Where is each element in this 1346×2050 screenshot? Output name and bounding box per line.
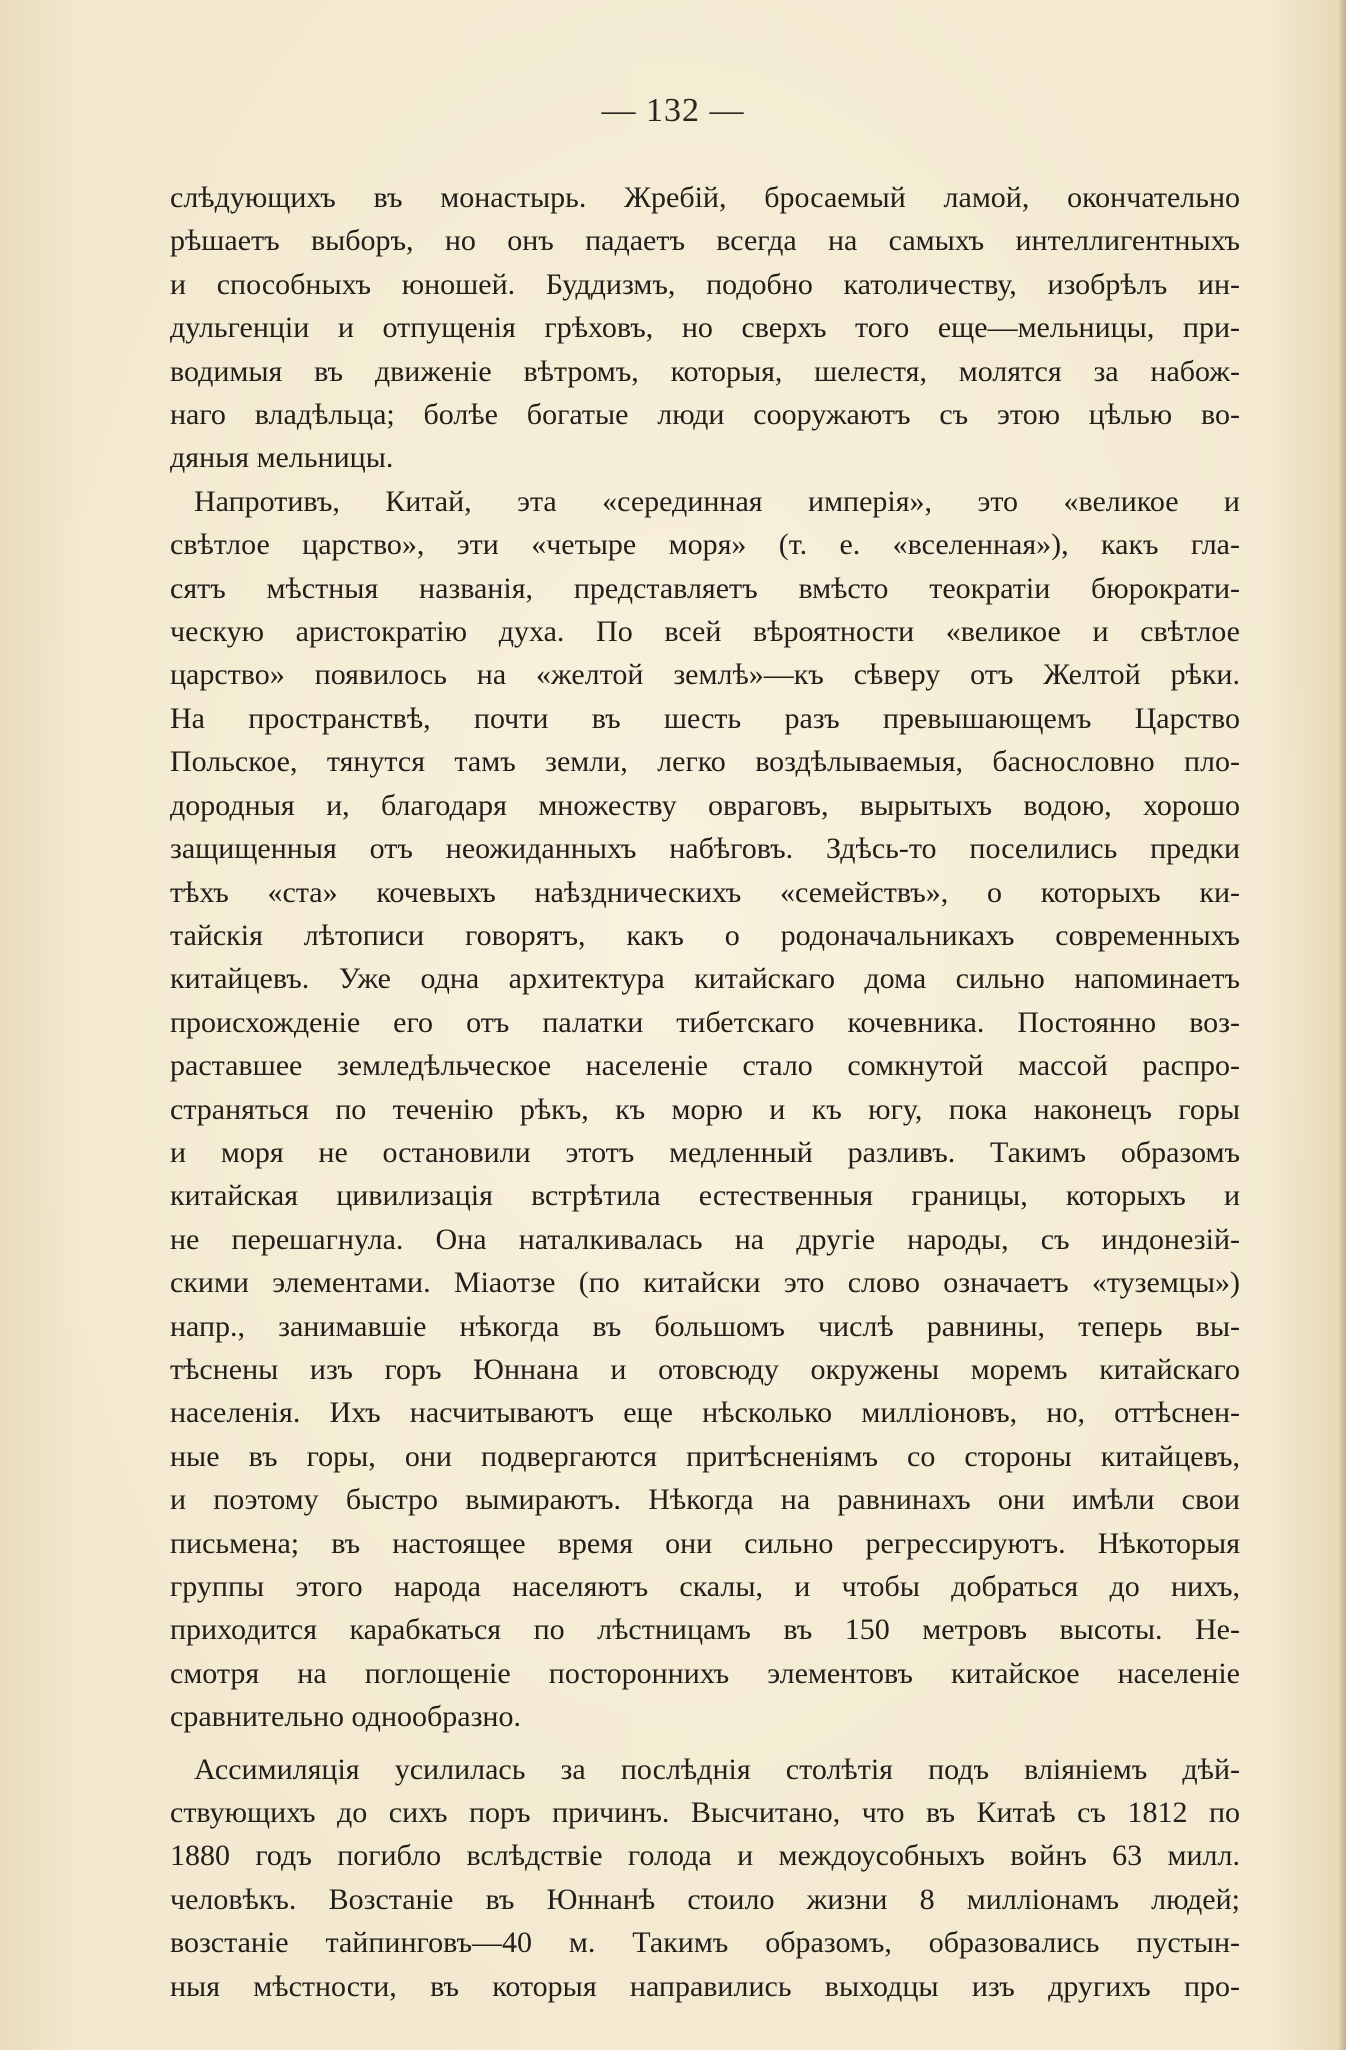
text-line: ные въ горы, они подвергаются притѣсненіямъ со стороны китайцевъ, (170, 1439, 1240, 1473)
text-line: слѣдующихъ въ монастырь. Жребій, бросаемый ламой, окончательно (170, 181, 1240, 214)
text-line: тайскія лѣтописи говорятъ, какъ о родоначальникахъ современныхъ (170, 918, 1240, 952)
text-line: сравнительно однообразно. (170, 1700, 521, 1734)
text-line: приходится карабкаться по лѣстницамъ въ 150 метровъ высоты. Не- (170, 1613, 1240, 1647)
text-line: и способныхъ юношей. Буддизмъ, подобно католичеству, изобрѣлъ ин- (170, 267, 1240, 301)
text-line: ствующихъ до сихъ поръ причинъ. Высчитано, что въ Китаѣ съ 1812 по (170, 1796, 1240, 1830)
text-line: населенія. Ихъ насчитываютъ еще нѣсколько милліоновъ, но, оттѣснен- (170, 1396, 1240, 1430)
text-line: водимыя въ движеніе вѣтромъ, которыя, шелестя, молятся за набож- (170, 354, 1240, 388)
body-text (170, 176, 1240, 2008)
text-line: рѣшаетъ выборъ, но онъ падаетъ всегда на самыхъ интеллигентныхъ (170, 224, 1240, 258)
text-line: Польское, тянутся тамъ земли, легко воздѣлываемыя, баснословно пло- (170, 745, 1240, 779)
page-edge-shadow (1338, 0, 1346, 2050)
text-line: дородныя и, благодаря множеству овраговъ, вырытыхъ водою, хорошо (170, 788, 1240, 822)
text-line: страняться по теченію рѣкъ, къ морю и къ югу, пока наконецъ горы (170, 1092, 1240, 1126)
text-line: происхожденіе его отъ палатки тибетскаго кочевника. Постоянно воз- (170, 1005, 1240, 1039)
text-line: защищенныя отъ неожиданныхъ набѣговъ. Здѣсь-то поселились предки (170, 832, 1240, 866)
text-line: наго владѣльца; болѣе богатые люди сооружаютъ съ этою цѣлью во- (170, 398, 1240, 432)
text-line: скими элементами. Міаотзе (по китайски это слово означаетъ «туземцы») (170, 1266, 1240, 1300)
text-line: не перешагнула. Она наталкивалась на другіе народы, съ индонезій- (170, 1222, 1240, 1256)
text-line: напр., занимавшіе нѣкогда въ большомъ числѣ равнины, теперь вы- (170, 1309, 1240, 1343)
text-line: сятъ мѣстныя названія, представляетъ вмѣсто теократіи бюрократи- (170, 571, 1240, 605)
text-line: китайская цивилизація встрѣтила естественныя границы, которыхъ и (170, 1179, 1240, 1213)
text-line: 1880 годъ погибло вслѣдствіе голода и междоусобныхъ войнъ 63 милл. (170, 1839, 1240, 1873)
text-line: царство» появилось на «желтой землѣ»—къ сѣверу отъ Желтой рѣки. (170, 658, 1240, 692)
text-line: смотря на поглощеніе постороннихъ элементовъ китайское населеніе (170, 1656, 1240, 1690)
text-line: Напротивъ, Китай, эта «серединная имперія», это «великое и (194, 484, 1240, 518)
text-line: письмена; въ настоящее время они сильно регрессируютъ. Нѣкоторыя (170, 1526, 1240, 1560)
text-line: дяныя мельницы. (170, 441, 394, 475)
text-line: человѣкъ. Возстаніе въ Юннанѣ стоило жизни 8 милліонамъ людей; (170, 1882, 1240, 1916)
text-line: ныя мѣстности, въ которыя направились выходцы изъ другихъ про- (170, 1969, 1240, 2003)
text-line: группы этого народа населяютъ скалы, и чтобы добраться до нихъ, (170, 1570, 1240, 1603)
text-line: ческую аристократію духа. По всей вѣроятности «великое и свѣтлое (170, 615, 1240, 649)
text-line: тѣхъ «ста» кочевыхъ наѣздническихъ «семействъ», о которыхъ ки- (170, 875, 1240, 909)
text-line: тѣснены изъ горъ Юннана и отовсюду окружены моремъ китайскаго (170, 1352, 1240, 1386)
text-line: Ассимиляція усилилась за послѣднія столѣтія подъ вліяніемъ дѣй- (194, 1752, 1240, 1786)
text-line: свѣтлое царство», эти «четыре моря» (т. е. «вселенная»), какъ гла- (170, 528, 1240, 562)
text-line: и поэтому быстро вымираютъ. Нѣкогда на равнинахъ они имѣли свои (170, 1483, 1240, 1517)
text-line: возстаніе тайпинговъ—40 м. Такимъ образомъ, образовались пустын- (170, 1926, 1240, 1960)
page-number: — 132 — (601, 92, 745, 129)
text-line: китайцевъ. Уже одна архитектура китайскаго дома сильно напоминаетъ (170, 962, 1240, 996)
text-line: и моря не остановили этотъ медленный разливъ. Такимъ образомъ (170, 1135, 1240, 1169)
text-line: раставшее земледѣльческое населеніе стало сомкнутой массой распро- (170, 1049, 1240, 1083)
text-line: дульгенціи и отпущенія грѣховъ, но сверхъ того еще—мельницы, при- (170, 311, 1240, 345)
text-line: На пространствѣ, почти въ шесть разъ превышающемъ Царство (170, 701, 1240, 735)
